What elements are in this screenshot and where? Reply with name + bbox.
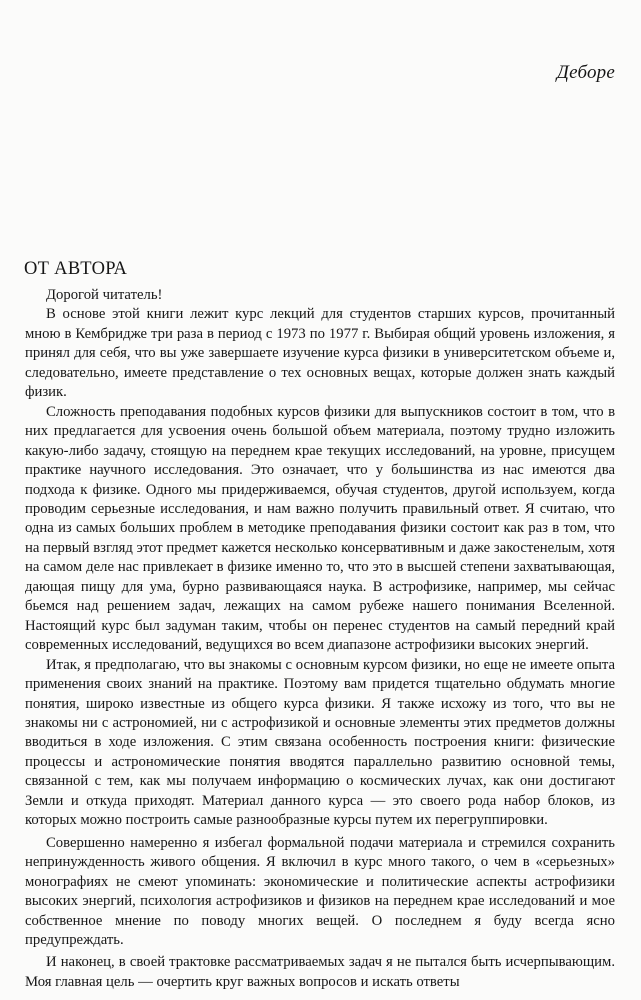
salutation: Дорогой читатель!	[46, 287, 163, 303]
dedication: Деборе	[556, 62, 615, 83]
section-title: ОТ АВТОРА	[24, 259, 128, 280]
paragraph-5: И наконец, в своей трактовке рассматриваемых задач я не пытался быть исчерпывающим. Моя главная цель — очертить круг важных вопросов и искать ответы	[25, 954, 615, 990]
paragraph-2: Сложность преподавания подобных курсов физики для выпускников состоит в том, что в них предлагается для усвоения очень большой объем материала, поэтому трудно изложить какую-либо задачу, стоящую на переднем крае текущих исследований, на уровне, присущем практике научного исследования. Это означает, что у большинства из нас имеются два подхода к физике. Одного мы придерживаемся, обучая студентов, другой используем, когда проводим серьезные исследования, и нам важно получить правильный ответ. Я считаю, что одна из самых больших проблем в методике преподавания физики состоит как раз в том, что на первый взгляд этот предмет кажется несколько консервативным и даже закостенелым, хотя на самом деле нас привлекает в физике именно то, что это в высшей степени захватывающая, дающая пищу для ума, бурно развивающаяся наука. В астрофизике, например, мы сейчас бьемся над решением задач, лежащих на самом рубеже нашего понимания Вселенной. Настоящий курс был задуман таким, чтобы он перенес студентов на самый передний край современных исследований, ведущихся во всем диапазоне астрофизики высоких энергий.	[25, 403, 615, 654]
paragraph-1: В основе этой книги лежит курс лекций для студентов старших курсов, прочитанный мною в Кембридже три раза в период с 1973 по 1977 г. Выбирая общий уровень изложения, я принял для себя, что вы уже завершаете изучение курса физики в университетском объеме и, следовательно, имеете представление о тех основных вещах, которые должен знать каждый физик.	[25, 306, 615, 401]
paragraph-4: Совершенно намеренно я избегал формальной подачи материала и стремился сохранить непринужденность живого общения. Я включил в курс много такого, о чем в «серьезных» монографиях не смеют упоминать: экономические и политические аспекты астрофизики высоких энергий, психология астрофизиков и физиков на переднем крае исследований и мое собственное мнение по поводу многих вещей. О последнем я буду всегда ясно предупреждать.	[25, 834, 615, 948]
preface-body	[25, 286, 615, 992]
paragraph-3: Итак, я предполагаю, что вы знакомы с основным курсом физики, но еще не имеете опыта применения своих знаний на практике. Поэтому вам придется тщательно обдумать многие понятия, широко известные из общего курса физики. Я также исхожу из того, что вы не знакомы ни с астрономией, ни с астрофизикой и основные элементы этих предметов должны вводиться в ходе изложения. С этим связана особенность построения книги: физические процессы и астрономические понятия вводятся параллельно развитию основной темы, связанной с тем, как мы получаем информацию о космических лучах, как они достигают Земли и откуда приходят. Материал данного курса — это своего рода набор блоков, из которых можно построить самые разнообразные курсы путем их перегруппировки.	[25, 656, 615, 829]
